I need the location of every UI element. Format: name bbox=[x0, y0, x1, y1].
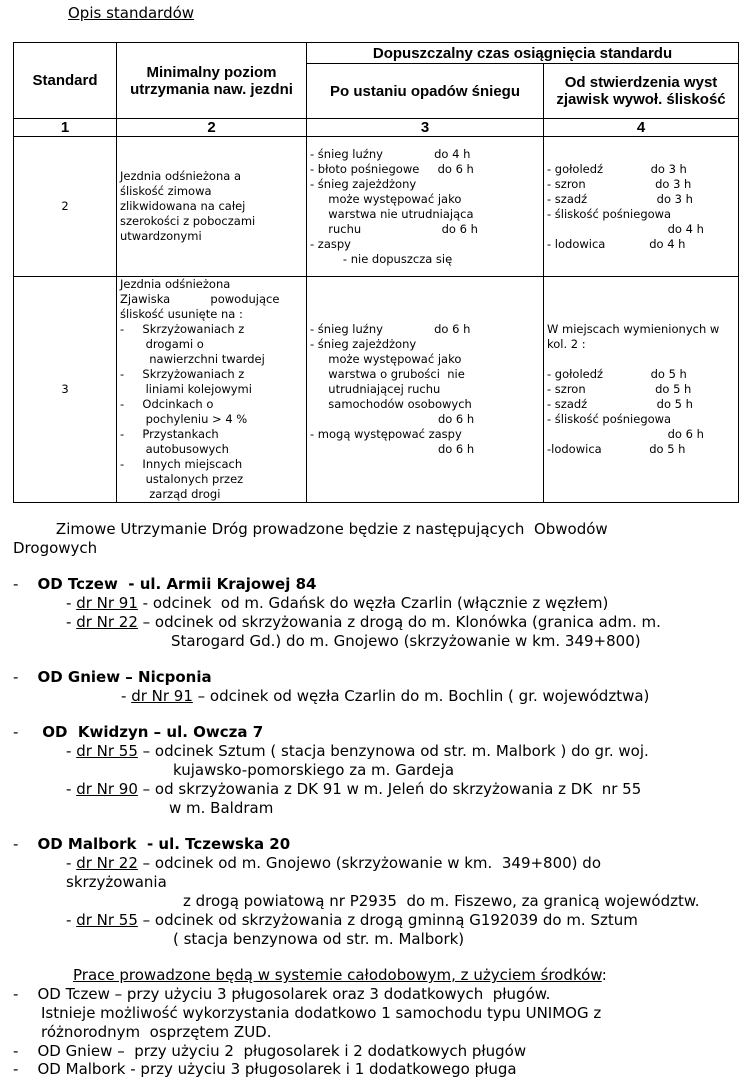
intro-line-1: Zimowe Utrzymanie Dróg prowadzone będzie z następujących Obwodów bbox=[13, 520, 608, 538]
header-standard: Standard bbox=[14, 43, 117, 119]
od-tczew-title: OD Tczew - ul. Armii Krajowej 84 bbox=[37, 575, 317, 593]
road-description: – od skrzyżowania z DK 91 w m. Jeleń do skrzyżowania z DK nr 55 bbox=[137, 780, 642, 798]
od-malbork-line-4: - dr Nr 55 – odcinek od skrzyżowania z drogą gminną G192039 do m. Sztum bbox=[66, 911, 638, 929]
od-kwidzyn-title: OD Kwidzyn – ul. Owcza 7 bbox=[42, 723, 264, 741]
od-kwidzyn-line-4: w m. Baldram bbox=[169, 799, 274, 817]
standard-value: 3 bbox=[14, 277, 117, 503]
od-gniew-line-1: - dr Nr 91 – odcinek od węzła Czarlin do m. Bochlin ( gr. województwa) bbox=[121, 687, 650, 705]
table-row bbox=[14, 137, 739, 277]
road-number-link[interactable]: dr Nr 91 bbox=[76, 594, 138, 612]
header-from-detection: Od stwierdzenia wyst zjawisk wywoł. śliskość bbox=[544, 64, 739, 119]
intro-line-2: Drogowych bbox=[13, 539, 98, 557]
col-number-4: 4 bbox=[544, 119, 739, 137]
road-number-link[interactable]: dr Nr 90 bbox=[76, 780, 138, 798]
od-kwidzyn-heading: - OD Kwidzyn – ul. Owcza 7 bbox=[13, 723, 264, 741]
road-description: - odcinek od m. Gdańsk do węzła Czarlin (włącznie z węzłem) bbox=[137, 594, 609, 612]
col-number-3: 3 bbox=[307, 119, 544, 137]
road-description: – odcinek od skrzyżowania z drogą do m. Klonówka (granica adm. m. bbox=[137, 613, 661, 631]
col-number-1: 1 bbox=[14, 119, 117, 137]
works-colon: : bbox=[601, 966, 607, 984]
od-malbork-line-3: z drogą powiatową nr P2935 do m. Fiszewo, za granicą województw. bbox=[183, 892, 700, 910]
from-detection-text: - gołoledź do 3 h - szron do 3 h - szadź do 3 h - śliskość pośniegowa do 4 h - lodowica do 4 h bbox=[544, 137, 739, 277]
standard-value: 2 bbox=[14, 137, 117, 277]
od-malbork-line-1: - dr Nr 22 – odcinek od m. Gnojewo (skrzyżowanie w km. 349+800) do bbox=[66, 854, 602, 872]
works-item-1b: Istnieje możliwość wykorzystania dodatkowo 1 samochodu typu UNIMOG z bbox=[41, 1004, 602, 1022]
road-number-link[interactable]: dr Nr 55 bbox=[76, 742, 138, 760]
table-row bbox=[14, 277, 739, 503]
standards-table bbox=[13, 42, 739, 503]
road-description: – odcinek od skrzyżowania z drogą gminną G192039 do m. Sztum bbox=[137, 911, 638, 929]
od-malbork-title: OD Malbork - ul. Tczewska 20 bbox=[37, 835, 291, 853]
works-title: Prace prowadzone będą w systemie całodobowym, z użyciem środków bbox=[73, 966, 602, 984]
works-heading bbox=[73, 966, 607, 985]
od-tczew-line-1: - dr Nr 91 - odcinek od m. Gdańsk do węzła Czarlin (włącznie z węzłem) bbox=[66, 594, 609, 612]
works-item-1c: różnorodnym osprzętem ZUD. bbox=[41, 1023, 272, 1041]
od-kwidzyn-line-3: - dr Nr 90 – od skrzyżowania z DK 91 w m. Jeleń do skrzyżowania z DK nr 55 bbox=[66, 780, 642, 798]
works-item-text: OD Gniew – przy użyciu 2 pługosolarek i 2 dodatkowych pługów bbox=[37, 1042, 527, 1060]
header-min-level: Minimalny poziom utrzymania naw. jezdni bbox=[117, 43, 307, 119]
min-level-text: Jezdnia odśnieżona a śliskość zimowa zlikwidowana na całej szerokości z poboczami utwardzonymi bbox=[117, 137, 307, 277]
road-number-link[interactable]: dr Nr 91 bbox=[131, 687, 193, 705]
od-malbork-line-5: ( stacja benzynowa od str. m. Malbork) bbox=[173, 930, 465, 948]
road-number-link[interactable]: dr Nr 22 bbox=[76, 613, 138, 631]
od-tczew-line-2: - dr Nr 22 – odcinek od skrzyżowania z drogą do m. Klonówka (granica adm. m. bbox=[66, 613, 661, 631]
road-description: – odcinek Sztum ( stacja benzynowa od str. m. Malbork ) do gr. woj. bbox=[137, 742, 649, 760]
road-description: – odcinek od węzła Czarlin do m. Bochlin ( gr. województwa) bbox=[192, 687, 650, 705]
works-item-2: - OD Gniew – przy użyciu 2 pługosolarek i 2 dodatkowych pługów bbox=[13, 1042, 527, 1060]
works-item-text: OD Tczew – przy użyciu 3 pługosolarek oraz 3 dodatkowych pługów. bbox=[37, 985, 551, 1003]
page-title: Opis standardów bbox=[68, 4, 195, 22]
after-snow-text: - śnieg luźny do 4 h - błoto pośniegowe do 6 h - śnieg zajeżdżony może występować jako warstwa nie utrudniająca ruchu do 6 h - zaspy - nie dopuszcza się bbox=[307, 137, 544, 277]
od-kwidzyn-line-2: kujawsko-pomorskiego za m. Gardeja bbox=[173, 761, 455, 779]
od-gniew-heading: - OD Gniew – Nicponia bbox=[13, 668, 212, 686]
road-description: – odcinek od m. Gnojewo (skrzyżowanie w km. 349+800) do bbox=[137, 854, 602, 872]
min-level-text: Jezdnia odśnieżona Zjawiska powodujące śliskość usunięte na : - Skrzyżowaniach z drogami o nawierzchni twardej - Skrzyżowaniach z liniami kolejowymi - Odcinkach o pochyleniu > 4 % - Przystankach autobusowych - Innych miejscach ustalonych przez zarząd drogi bbox=[117, 277, 307, 503]
road-number-link[interactable]: dr Nr 22 bbox=[76, 854, 138, 872]
header-after-snow: Po ustaniu opadów śniegu bbox=[307, 64, 544, 119]
from-detection-text: W miejscach wymienionych w kol. 2 : - gołoledź do 5 h - szron do 5 h - szadź do 5 h - śliskość pośniegowa do 6 h -lodowica do 5 h bbox=[544, 277, 739, 503]
od-malbork-heading: - OD Malbork - ul. Tczewska 20 bbox=[13, 835, 291, 853]
col-number-2: 2 bbox=[117, 119, 307, 137]
road-number-link[interactable]: dr Nr 55 bbox=[76, 911, 138, 929]
od-tczew-heading: - OD Tczew - ul. Armii Krajowej 84 bbox=[13, 575, 317, 593]
od-tczew-line-3: Starogard Gd.) do m. Gnojewo (skrzyżowanie w km. 349+800) bbox=[171, 632, 641, 650]
works-item-1: - OD Tczew – przy użyciu 3 pługosolarek oraz 3 dodatkowych pługów. bbox=[13, 985, 551, 1003]
od-gniew-title: OD Gniew – Nicponia bbox=[37, 668, 212, 686]
od-malbork-line-2: skrzyżowania bbox=[66, 873, 167, 891]
after-snow-text: - śnieg luźny do 6 h - śnieg zajeżdżony może występować jako warstwa o grubości nie utrudniającej ruchu samochodów osobowych do 6 h - mogą występować zaspy do 6 h bbox=[307, 277, 544, 503]
header-allowed-time: Dopuszczalny czas osiągnięcia standardu bbox=[307, 43, 739, 64]
od-kwidzyn-line-1: - dr Nr 55 – odcinek Sztum ( stacja benzynowa od str. m. Malbork ) do gr. woj. bbox=[66, 742, 649, 760]
works-item-3: - OD Malbork - przy użyciu 3 pługosolarek i 1 dodatkowego pługa bbox=[13, 1060, 517, 1078]
works-item-text: OD Malbork - przy użyciu 3 pługosolarek i 1 dodatkowego pługa bbox=[37, 1060, 517, 1078]
